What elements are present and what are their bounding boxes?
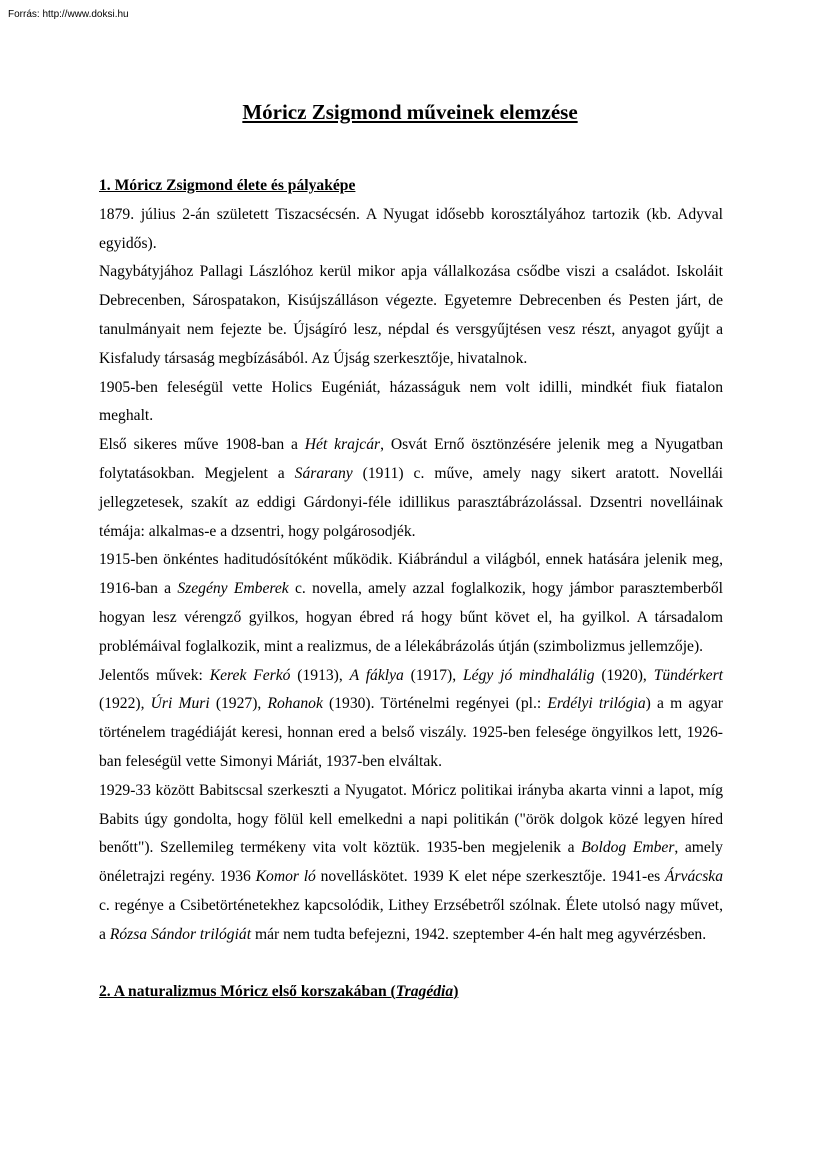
text-run: (1911) c. műve, amely nagy sikert aratott. Novellái jellegzetesek, szakít az eddigi Gárdonyi-féle idillikus parasztábrázolással. Dzsentri novelláinak témája: alkalmas-e a dzsentri, hogy polgárosodjék. bbox=[99, 464, 724, 540]
paragraph-3 bbox=[99, 374, 723, 432]
text-run: 1929-33 között Babitscsal szerkeszti a Nyugatot. Móricz politikai irányba akarta vinni a lapot, míg Babits úgy gondolta, hogy fölül kell emelkedni a napi politikán ("örök dolgok közé legyen híred benőtt"). Szellemileg termékeny vita volt köztük. 1935-ben megjelenik a bbox=[99, 781, 723, 857]
source-note: Forrás: http://www.doksi.hu bbox=[8, 9, 129, 20]
text-run: (1917), bbox=[403, 666, 463, 684]
text-run: (1930). Történelmi regényei (pl.: bbox=[322, 695, 548, 713]
text-run: , Osvát Ernő ösztönzésére jelenik meg a Nyugatban folytatásokban. Megjelent a bbox=[99, 436, 723, 482]
work-title: Boldog Ember bbox=[581, 839, 675, 857]
text-run: ) a m agyar történelem tragédiáját keresi, honnan ered a belső viszály. 1925-ben felesége öngyilkos lett, 1926-ban feleségül vette Simonyi Máriát, 1937-ben elváltak. bbox=[99, 695, 723, 770]
text-run: már nem tudta befejezni, 1942. szeptember 4-én halt meg agyvérzésben. bbox=[251, 925, 707, 943]
text-run: Jelentős művek: bbox=[99, 666, 210, 684]
text-run: c. regénye a Csibetörténetekhez kapcsolódik, Lithey Erzsébetről szólnak. Élete utolsó nagy művet, a bbox=[99, 896, 723, 943]
work-title: Rohanok bbox=[267, 695, 323, 713]
section-spacer bbox=[99, 950, 723, 979]
paragraph-1 bbox=[99, 201, 723, 259]
text-run: Első sikeres műve 1908-ban a bbox=[99, 436, 305, 454]
work-title: Komor ló bbox=[255, 868, 316, 886]
paragraph-5 bbox=[99, 546, 723, 661]
work-title: Hét krajcár bbox=[304, 436, 381, 454]
text-run: (1920), bbox=[594, 666, 654, 684]
document-body bbox=[99, 172, 723, 1007]
paragraph-text: Nagybátyjához Pallagi Lászlóhoz kerül mikor apja vállalkozása csődbe viszi a családot. Iskoláit Debrecenben, Sárospatakon, Kisújszálláson végezte. Egyetemre Debrecenben és Pesten járt, de tanulmányait nem fejezte be. Újságíró lesz, népdal és versgyűjtésen vesz részt, anyagot gyűjt a Kisfaludy társaság megbízásából. Az Újság szerkesztője, hivatalnok. bbox=[99, 263, 723, 367]
work-title: Sárarany bbox=[294, 464, 353, 482]
text-run: c. novella, amely azzal foglalkozik, hogy jámbor parasztemberből hogyan lesz vérengző gyilkos, hogyan ébred rá hogy bűnt követ el, ha gyilkol. A társadalom problémáival foglalkozik, mint a realizmus, de a lélekábrázolás útján (szimbolizmus jellemzője). bbox=[99, 580, 723, 655]
text-run: (1927), bbox=[209, 695, 268, 713]
paragraph-4 bbox=[99, 431, 723, 546]
paragraph-7 bbox=[99, 777, 723, 950]
work-title: Légy jó mindhalálig bbox=[463, 666, 595, 684]
paragraph-6 bbox=[99, 662, 723, 777]
section-heading-1: 1. Móricz Zsigmond élete és pályaképe bbox=[99, 177, 356, 194]
work-title: Erdélyi trilógia bbox=[547, 695, 646, 713]
work-title: A fáklya bbox=[349, 666, 404, 684]
work-title: Rózsa Sándor trilógiát bbox=[109, 925, 252, 943]
text-run: , amely önéletrajzi regény. 1936 bbox=[99, 839, 723, 886]
text-run: novelláskötet. 1939 K elet népe szerkesztője. 1941-es bbox=[315, 868, 665, 886]
heading-text: 2. A naturalizmus Móricz első korszakában ( bbox=[99, 983, 396, 1001]
work-title: Tündérkert bbox=[653, 666, 723, 684]
work-title: Kerek Ferkó bbox=[209, 666, 291, 684]
paragraph-text: 1905-ben feleségül vette Holics Eugéniát, házasságuk nem volt idilli, mindkét fiuk fiatalon meghalt. bbox=[99, 378, 723, 425]
paragraph-2 bbox=[99, 258, 723, 373]
text-run: (1913), bbox=[290, 666, 350, 684]
work-title: Szegény Emberek bbox=[177, 580, 289, 598]
paragraph-text: 1879. július 2-án született Tiszacsécsén. A Nyugat idősebb korosztályához tartozik (kb. Adyval egyidős). bbox=[99, 205, 723, 252]
work-title: Árvácska bbox=[664, 868, 723, 886]
section-heading-2 bbox=[99, 978, 723, 1007]
text-run: 1915-ben önkéntes haditudósítóként működik. Kiábrándul a világból, ennek hatására jelenik meg, 1916-ban a bbox=[99, 551, 723, 598]
text-run: (1922), bbox=[99, 695, 151, 713]
page-title: Móricz Zsigmond műveinek elemzése bbox=[242, 100, 578, 124]
work-title: Úri Muri bbox=[150, 695, 210, 713]
work-title: Tragédia bbox=[395, 983, 454, 1001]
heading-text: ) bbox=[453, 983, 459, 1001]
